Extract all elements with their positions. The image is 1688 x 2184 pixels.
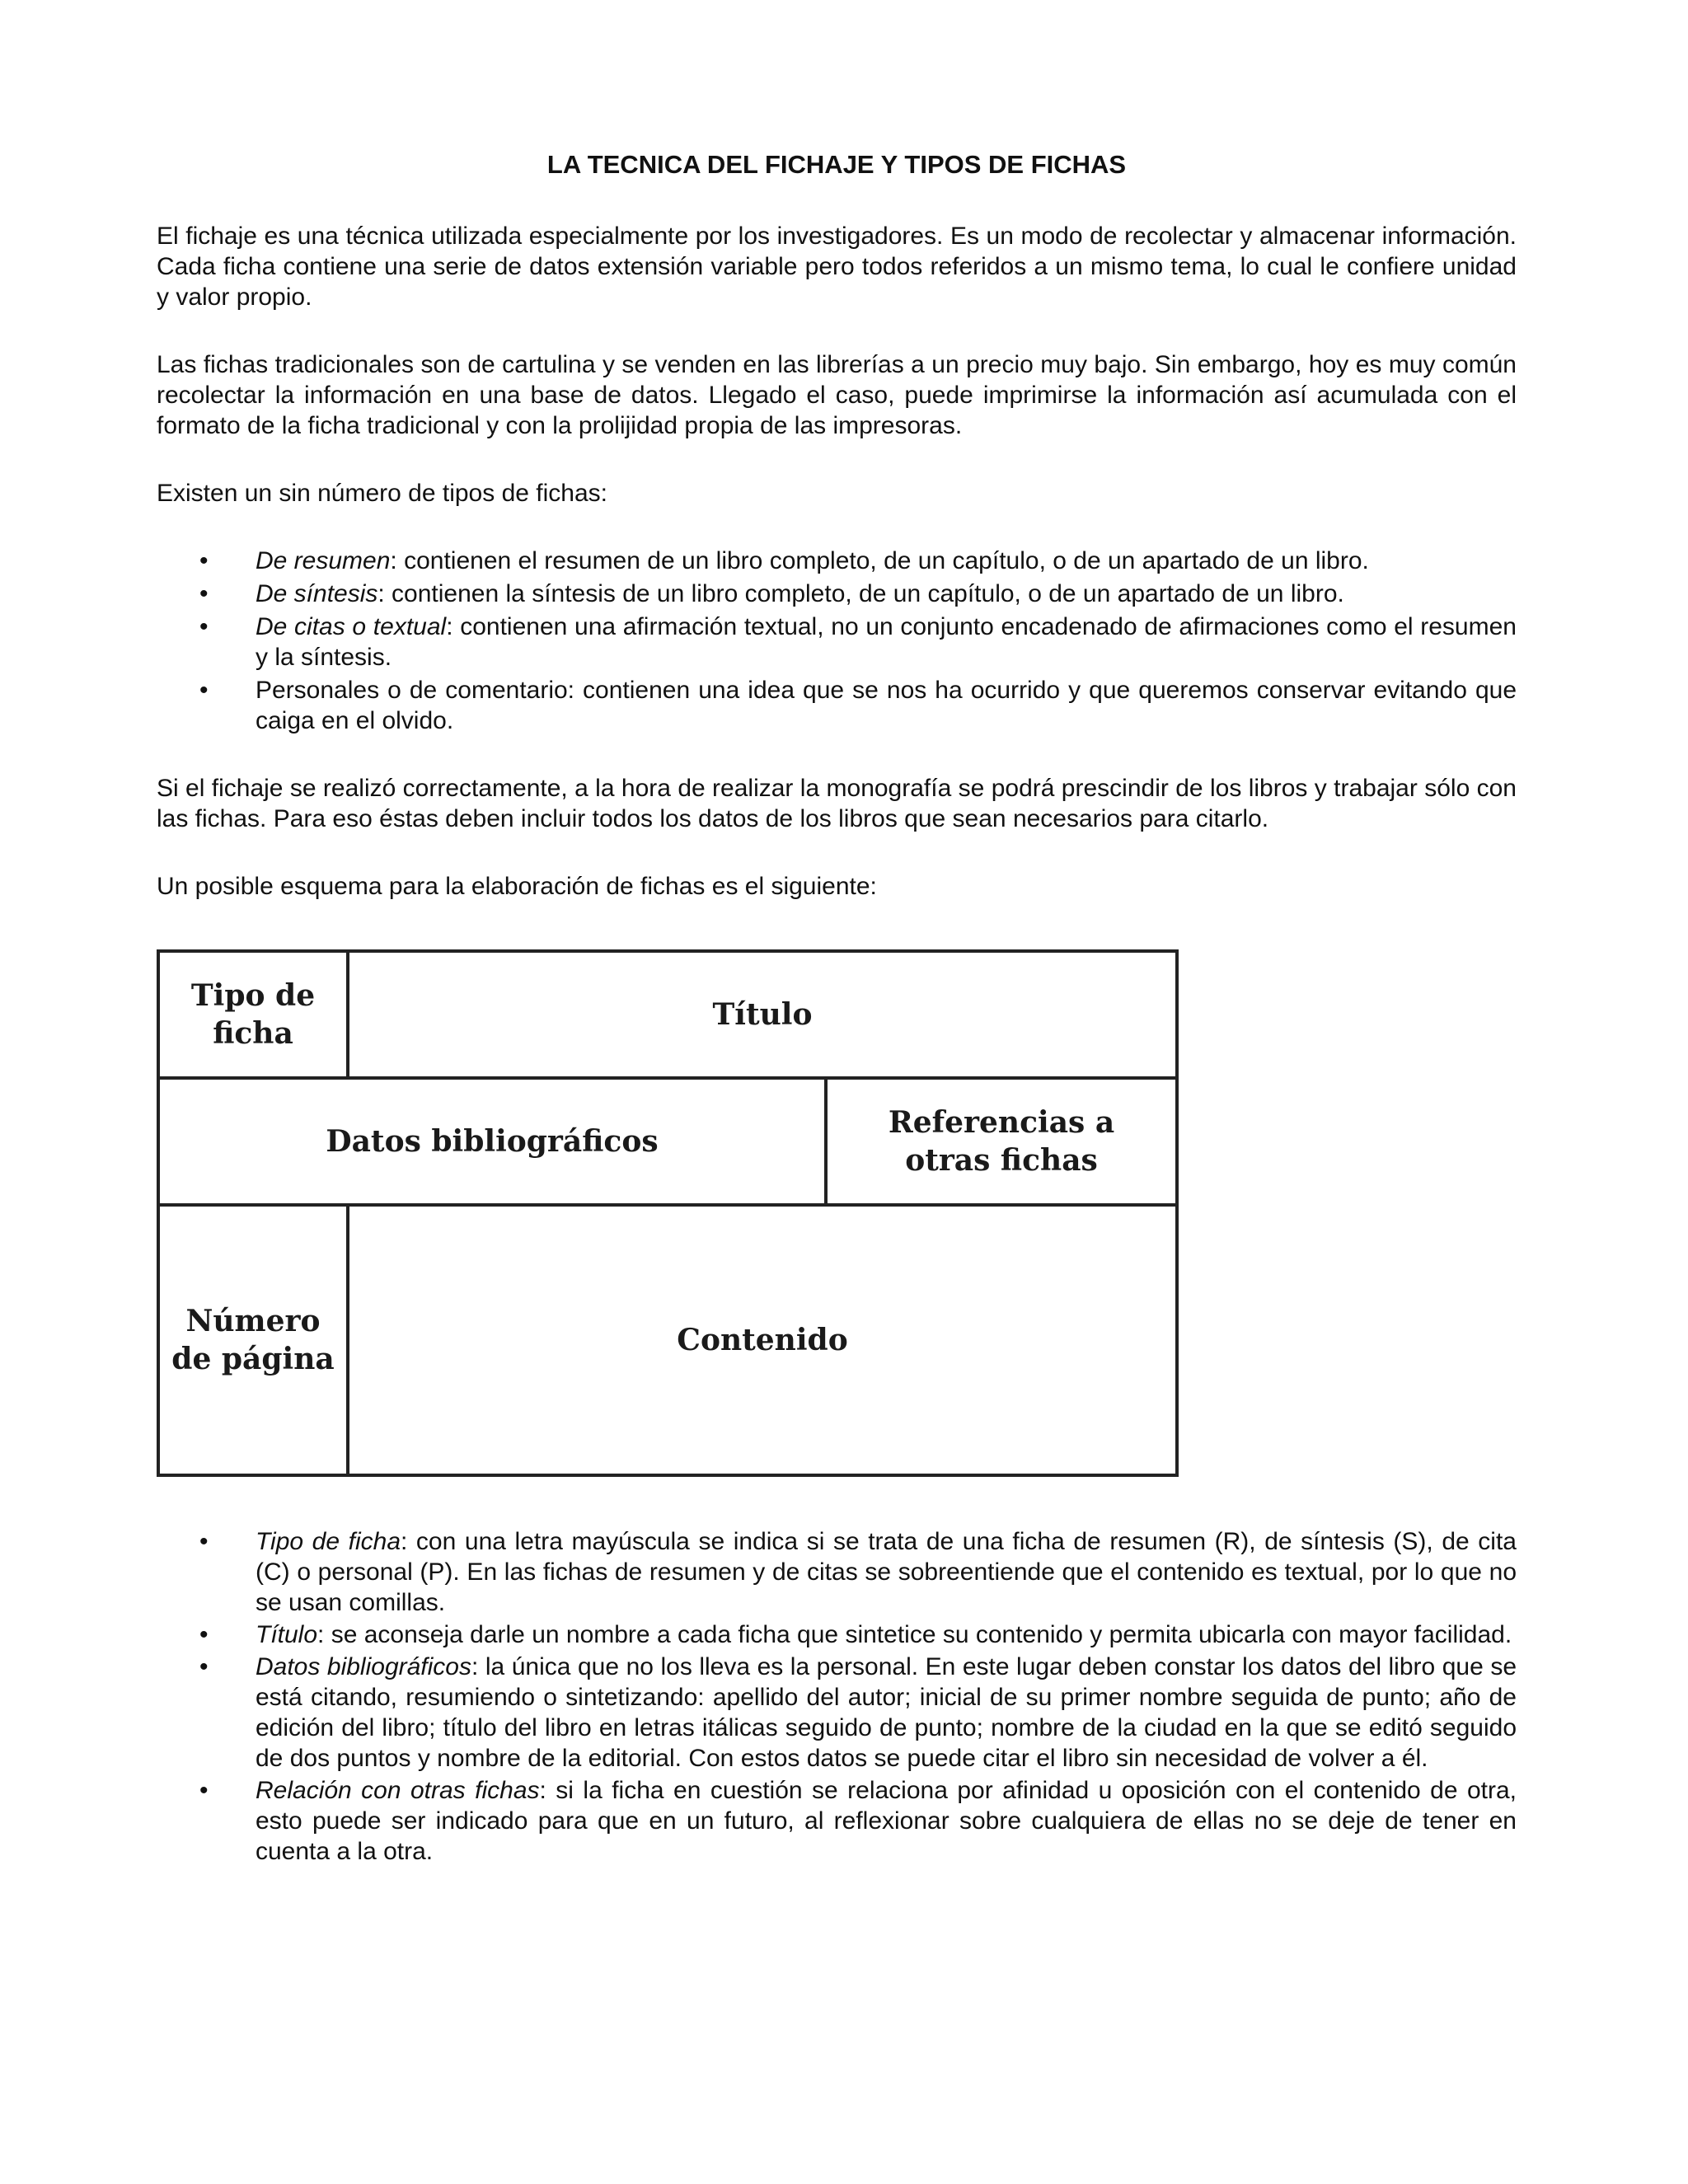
list-item-text: : contienen la síntesis de un libro completo, de un capítulo, o de un apartado de un libro. xyxy=(377,580,1344,607)
list-item xyxy=(157,612,1517,673)
bullet-icon: • xyxy=(199,1528,209,1555)
bullet-icon: • xyxy=(199,677,209,704)
ficha-diagram xyxy=(157,949,1179,1477)
list-item xyxy=(157,546,1517,576)
list-item-term: Tipo de ficha xyxy=(256,1528,401,1555)
list-item-term: De resumen xyxy=(256,547,391,574)
cell-tipo-de-ficha: Tipo de ficha xyxy=(160,953,349,1080)
list-item-text: : contienen el resumen de un libro completo, de un capítulo, o de un apartado de un libro. xyxy=(390,547,1369,574)
list-item xyxy=(157,1619,1517,1650)
list-item-term: Relación con otras fichas xyxy=(256,1777,540,1804)
bullet-icon: • xyxy=(199,547,209,574)
paragraph-esquema-intro: Un posible esquema para la elaboración de fichas es el siguiente: xyxy=(157,873,877,900)
document-title: LA TECNICA DEL FICHAJE Y TIPOS DE FICHAS xyxy=(546,150,1127,179)
list-item-text: : la única que no los lleva es la personal. En este lugar deben constar los datos del libro que se está citando, resumiendo o sintetizando: apellido del autor; inicial de su primer nombre seguida de punto; año de edición del libro; título del libro en letras itálicas seguido de punto; nombre de la ciudad en la que se editó seguido de dos puntos y nombre de la editorial. Con estos datos se puede citar el libro sin necesidad de volver a él. xyxy=(256,1653,1517,1772)
cell-titulo: Título xyxy=(349,953,1175,1080)
list-item xyxy=(157,675,1517,736)
list-item xyxy=(157,579,1517,609)
bullet-icon: • xyxy=(199,1621,209,1648)
list-item xyxy=(157,1775,1517,1867)
list-item-text: : se aconseja darle un nombre a cada ficha que sintetice su contenido y permita ubicarla con mayor facilidad. xyxy=(317,1621,1512,1648)
paragraph-intro: El fichaje es una técnica utilizada especialmente por los investigadores. Es un modo de recolectar y almacenar información. Cada ficha contiene una serie de datos extensión variable pero todos referidos a un mismo tema, lo cual le confiere unidad y valor propio. xyxy=(157,223,1517,311)
bullet-icon: • xyxy=(199,580,209,607)
list-item-term: Datos bibliográficos xyxy=(256,1653,471,1680)
bullet-icon: • xyxy=(199,1653,209,1680)
list-item-text: Personales o de comentario: contienen una idea que se nos ha ocurrido y que queremos conservar evitando que caiga en el olvido. xyxy=(256,677,1517,734)
list-item xyxy=(157,1652,1517,1774)
document-page xyxy=(157,148,1517,1904)
list-item-text: : contienen una afirmación textual, no un conjunto encadenado de afirmaciones como el resumen y la síntesis. xyxy=(256,613,1517,671)
tipos-de-fichas-list xyxy=(157,546,1517,736)
cell-datos-bibliograficos: Datos bibliográficos xyxy=(160,1080,828,1207)
list-item-term: De citas o textual xyxy=(256,613,447,640)
list-item-text: : con una letra mayúscula se indica si se trata de una ficha de resumen (R), de síntesis (S), de cita (C) o personal (P). En las fichas de resumen y de citas se sobreentiende que el contenido es textual, por lo que no se usan comillas. xyxy=(256,1528,1517,1616)
campos-list xyxy=(157,1526,1517,1867)
paragraph-fichaje-correcto: Si el fichaje se realizó correctamente, a la hora de realizar la monografía se podrá prescindir de los libros y trabajar sólo con las fichas. Para eso éstas deben incluir todos los datos de los libros que sean necesarios para citarlo. xyxy=(157,775,1517,832)
cell-numero-de-pagina: Número de página xyxy=(160,1207,349,1474)
bullet-icon: • xyxy=(199,1777,209,1804)
bullet-icon: • xyxy=(199,613,209,640)
list-item-term: Título xyxy=(256,1621,318,1648)
paragraph-tipos-intro: Existen un sin número de tipos de fichas: xyxy=(157,480,607,507)
list-item-text: : si la ficha en cuestión se relaciona por afinidad u oposición con el contenido de otra, esto puede ser indicado para que en un futuro, al reflexionar sobre cualquiera de ellas no se deje de tener en cuenta a la otra. xyxy=(256,1777,1517,1865)
list-item xyxy=(157,1526,1517,1618)
list-item-term: De síntesis xyxy=(256,580,378,607)
cell-referencias: Referencias a otras fichas xyxy=(828,1080,1175,1207)
paragraph-fichas-tradicionales: Las fichas tradicionales son de cartulina y se venden en las librerías a un precio muy bajo. Sin embargo, hoy es muy común recolectar la información en una base de datos. Llegado el caso, puede imprimirse la información así acumulada con el formato de la ficha tradicional y con la prolijidad propia de las impresoras. xyxy=(157,351,1517,439)
cell-contenido: Contenido xyxy=(677,1323,848,1357)
